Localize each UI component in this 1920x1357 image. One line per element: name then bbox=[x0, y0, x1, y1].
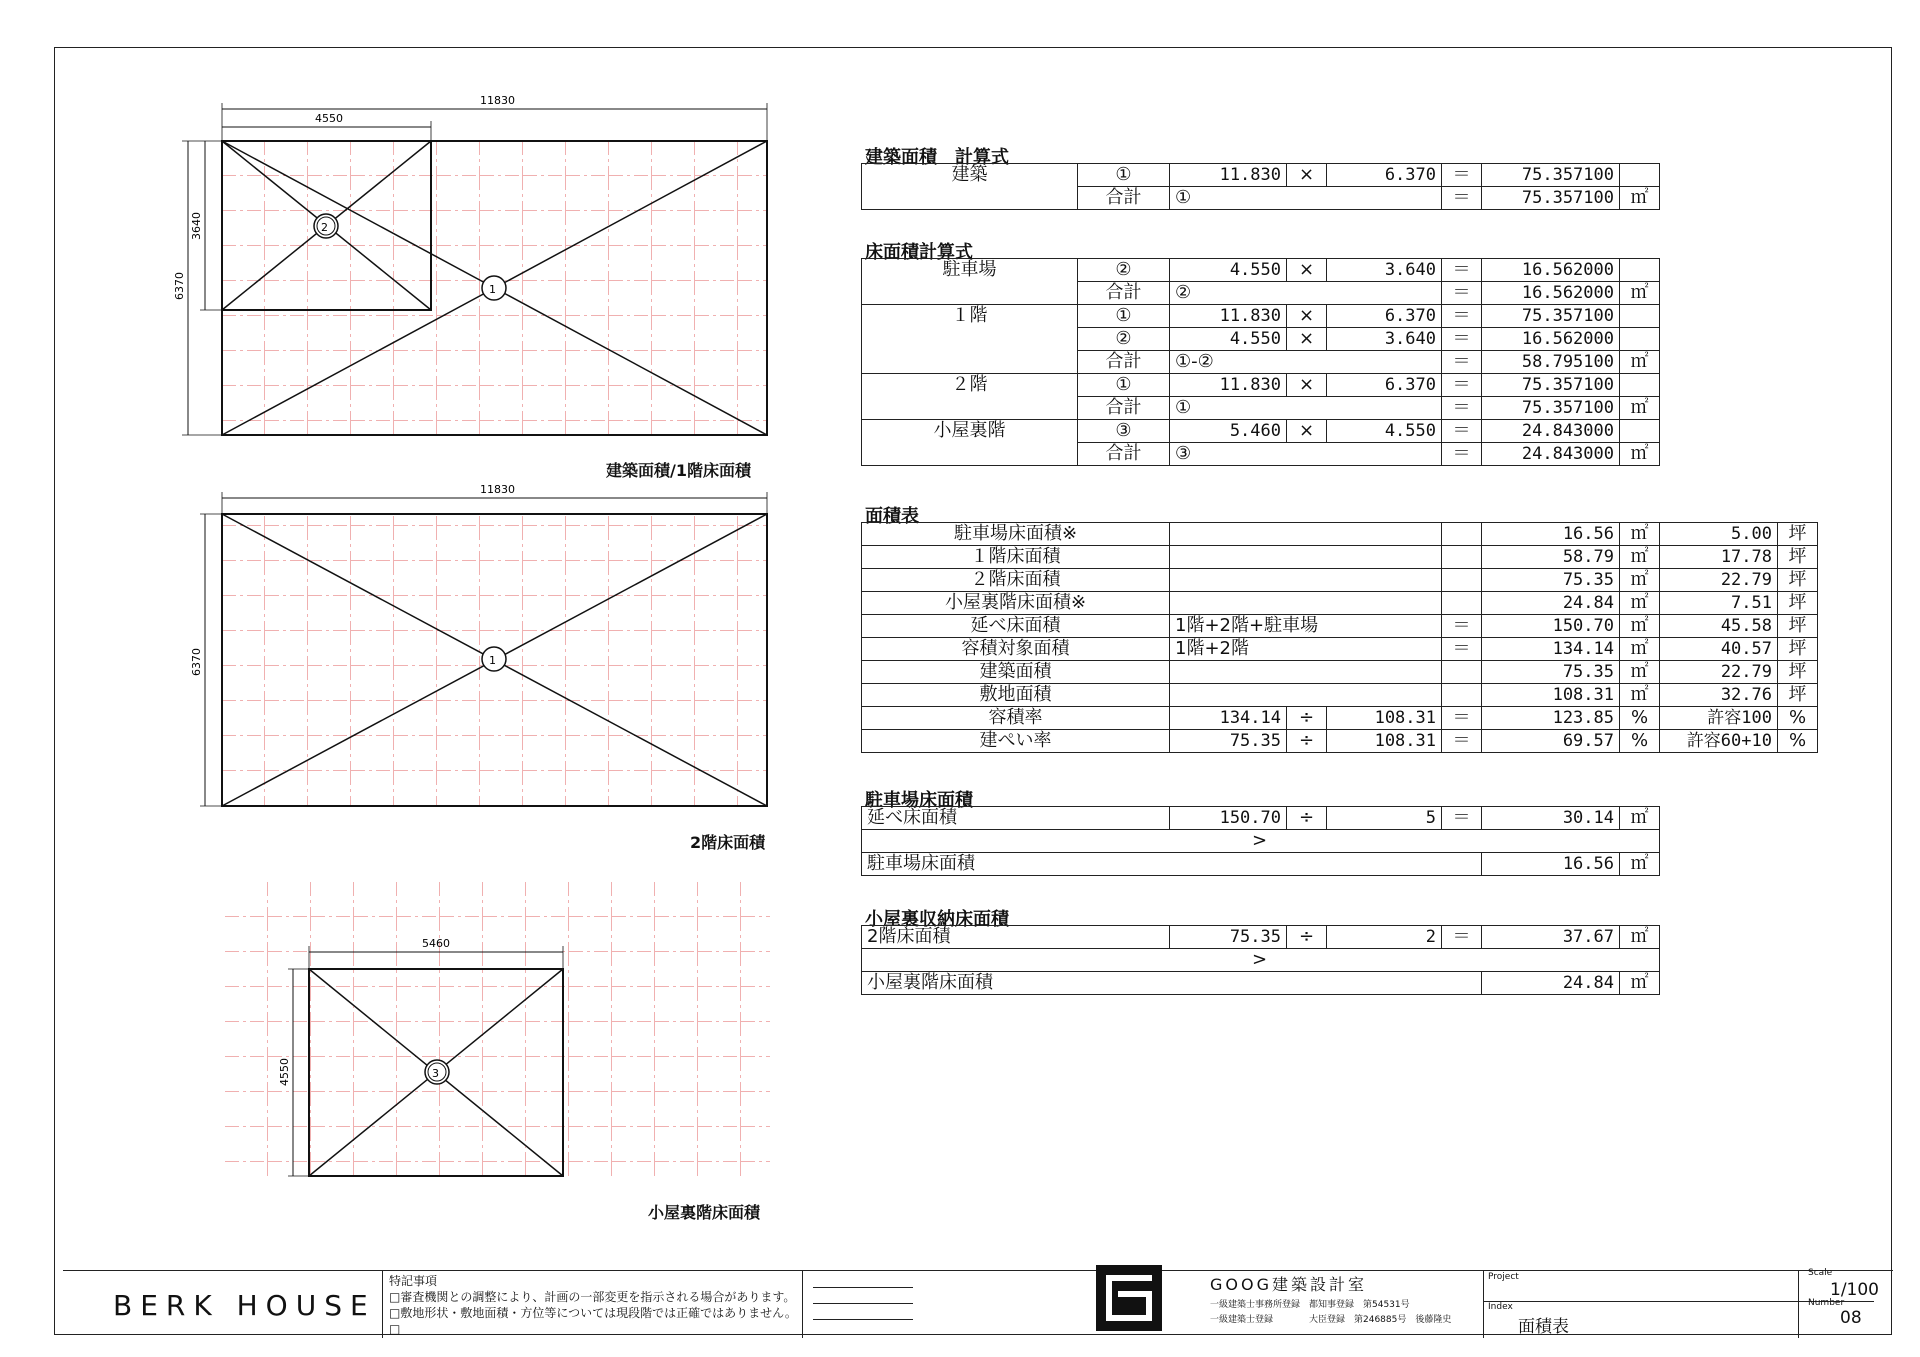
cell: ＝ bbox=[1442, 328, 1482, 351]
plan-2 bbox=[200, 492, 767, 806]
row-label: 建ぺい率 bbox=[862, 730, 1170, 753]
row-label: 容積対象面積 bbox=[862, 638, 1170, 661]
dim-total-width: 11830 bbox=[480, 483, 515, 496]
index-value: 面積表 bbox=[1518, 1317, 1569, 1337]
cell: ＝ bbox=[1442, 164, 1482, 187]
cell: 75.357100 bbox=[1482, 164, 1620, 187]
cell: 150.70 bbox=[1482, 615, 1620, 638]
cell: 75.357100 bbox=[1482, 305, 1620, 328]
floor-area-title: 床面積計算式 bbox=[865, 242, 973, 263]
cell: ÷ bbox=[1287, 707, 1327, 730]
dim-total-height: 6370 bbox=[173, 272, 186, 300]
cell: ㎡ bbox=[1620, 351, 1660, 374]
table-row bbox=[862, 164, 1660, 187]
cell: 坪 bbox=[1778, 592, 1818, 615]
cell: ÷ bbox=[1287, 730, 1327, 753]
plan-1 bbox=[182, 103, 767, 435]
cell: 16.562000 bbox=[1482, 328, 1620, 351]
cell bbox=[1620, 328, 1660, 351]
table-row bbox=[862, 259, 1660, 282]
cell: ① bbox=[1170, 187, 1442, 210]
cell: ㎡ bbox=[1620, 282, 1660, 305]
dim-sub-height: 3640 bbox=[190, 212, 203, 240]
note: □敷地形状・敷地面積・方位等については現段階では正確ではありません。 bbox=[389, 1306, 797, 1320]
cell bbox=[1620, 305, 1660, 328]
cell: 許容100 bbox=[1660, 707, 1778, 730]
cell: 坪 bbox=[1778, 546, 1818, 569]
cell: ㎡ bbox=[1620, 546, 1660, 569]
cell: ＝ bbox=[1442, 730, 1482, 753]
dim-height: 4550 bbox=[278, 1058, 291, 1086]
row-label: 延べ床面積 bbox=[862, 615, 1170, 638]
cell: 108.31 bbox=[1327, 730, 1442, 753]
cell: ㎡ bbox=[1620, 187, 1660, 210]
notes-title: 特記事項 bbox=[389, 1274, 438, 1288]
title-block bbox=[63, 1270, 1893, 1338]
cell: 24.843000 bbox=[1482, 420, 1620, 443]
marker-label: 2 bbox=[321, 221, 328, 234]
project-name: BERK HOUSE bbox=[113, 1289, 376, 1322]
cell: ㎡ bbox=[1620, 684, 1660, 707]
cell: 75.35 bbox=[1170, 926, 1287, 949]
cell bbox=[1442, 592, 1482, 615]
cell: 合計 bbox=[1078, 443, 1170, 466]
cell: 24.843000 bbox=[1482, 443, 1620, 466]
cell: 22.79 bbox=[1660, 661, 1778, 684]
cell: 坪 bbox=[1778, 523, 1818, 546]
table-row bbox=[862, 638, 1818, 661]
row-label: １階床面積 bbox=[862, 546, 1170, 569]
cell: 11.830 bbox=[1170, 374, 1287, 397]
cell: 24.84 bbox=[1482, 972, 1620, 995]
cell: ㎡ bbox=[1620, 592, 1660, 615]
table-row bbox=[862, 592, 1818, 615]
cell: ÷ bbox=[1287, 926, 1327, 949]
cell: ＝ bbox=[1442, 187, 1482, 210]
row-label: 駐車場 bbox=[862, 259, 1078, 305]
area-table-title: 面積表 bbox=[865, 506, 919, 527]
cell: 40.57 bbox=[1660, 638, 1778, 661]
table-row bbox=[862, 684, 1818, 707]
marker-label: 3 bbox=[432, 1067, 439, 1080]
cell: × bbox=[1287, 259, 1327, 282]
row-label: 駐車場床面積※ bbox=[862, 523, 1170, 546]
marker-label: 1 bbox=[489, 654, 496, 667]
number-label: Number bbox=[1808, 1298, 1845, 1308]
cell: ＝ bbox=[1442, 374, 1482, 397]
cell: × bbox=[1287, 164, 1327, 187]
cell: 3.640 bbox=[1327, 259, 1442, 282]
cell: ㎡ bbox=[1620, 615, 1660, 638]
cell: 1階+2階 bbox=[1170, 638, 1442, 661]
cell bbox=[1442, 569, 1482, 592]
cell: × bbox=[1287, 328, 1327, 351]
cell: ㎡ bbox=[1620, 397, 1660, 420]
cell: 24.84 bbox=[1482, 592, 1620, 615]
blank-cell bbox=[803, 1271, 1083, 1338]
table-row bbox=[862, 420, 1660, 443]
table-row bbox=[862, 730, 1818, 753]
cell: ② bbox=[1170, 282, 1442, 305]
cell: 16.56 bbox=[1482, 853, 1620, 876]
building-area-table bbox=[861, 163, 1660, 210]
dim-total-width: 11830 bbox=[480, 94, 515, 107]
cell: 11.830 bbox=[1170, 164, 1287, 187]
table-row bbox=[862, 546, 1818, 569]
cell: 4.550 bbox=[1170, 328, 1287, 351]
cell: 延べ床面積 bbox=[862, 807, 1170, 830]
cell: 134.14 bbox=[1482, 638, 1620, 661]
parking-table bbox=[861, 806, 1660, 876]
cell: 11.830 bbox=[1170, 305, 1287, 328]
firm-registration bbox=[1210, 1298, 1451, 1328]
area-summary-table bbox=[861, 522, 1818, 753]
cell: % bbox=[1620, 707, 1660, 730]
cell: 75.357100 bbox=[1482, 187, 1620, 210]
cell: ＝ bbox=[1442, 259, 1482, 282]
cell bbox=[1620, 164, 1660, 187]
firm-name: GOOG建築設計室 bbox=[1210, 1275, 1367, 1294]
cell: × bbox=[1287, 374, 1327, 397]
cell: 5.460 bbox=[1170, 420, 1287, 443]
cell: 坪 bbox=[1778, 684, 1818, 707]
table-row bbox=[862, 615, 1818, 638]
cell: × bbox=[1287, 420, 1327, 443]
cell: ㎡ bbox=[1620, 926, 1660, 949]
number-value: 08 bbox=[1840, 1308, 1862, 1328]
row-label: 小屋裏階 bbox=[862, 420, 1078, 466]
marker-label: 1 bbox=[489, 283, 496, 296]
cell: 69.57 bbox=[1482, 730, 1620, 753]
cell: 坪 bbox=[1778, 661, 1818, 684]
cell: ＝ bbox=[1442, 282, 1482, 305]
cell: ③ bbox=[1078, 420, 1170, 443]
cell: 75.35 bbox=[1170, 730, 1287, 753]
cell: % bbox=[1778, 730, 1818, 753]
attic-title: 小屋裏収納床面積 bbox=[865, 909, 1009, 930]
attic-table bbox=[861, 925, 1660, 995]
cell bbox=[1170, 684, 1442, 707]
cell: ① bbox=[1078, 374, 1170, 397]
firm-logo bbox=[1096, 1265, 1162, 1331]
cell: ＝ bbox=[1442, 397, 1482, 420]
cell: % bbox=[1778, 707, 1818, 730]
cell bbox=[1442, 546, 1482, 569]
cell: ＝ bbox=[1442, 420, 1482, 443]
cell: 合計 bbox=[1078, 187, 1170, 210]
building-area-title: 建築面積 計算式 bbox=[865, 147, 1009, 168]
cell: 坪 bbox=[1778, 569, 1818, 592]
cell: 1階+2階+駐車場 bbox=[1170, 615, 1442, 638]
cell: 32.76 bbox=[1660, 684, 1778, 707]
dim-total-height: 6370 bbox=[190, 648, 203, 676]
cell: 17.78 bbox=[1660, 546, 1778, 569]
row-label: 敷地面積 bbox=[862, 684, 1170, 707]
index-label: Index bbox=[1488, 1302, 1513, 1312]
cell: ③ bbox=[1170, 443, 1442, 466]
cell: 58.795100 bbox=[1482, 351, 1620, 374]
plan-caption: 小屋裏階床面積 bbox=[648, 1203, 761, 1222]
cell bbox=[1170, 546, 1442, 569]
cell: 4.550 bbox=[1170, 259, 1287, 282]
project-label: Project bbox=[1488, 1272, 1519, 1282]
cell: 合計 bbox=[1078, 351, 1170, 374]
cell: ÷ bbox=[1287, 807, 1327, 830]
cell: 4.550 bbox=[1327, 420, 1442, 443]
cell: 45.58 bbox=[1660, 615, 1778, 638]
cell: ㎡ bbox=[1620, 569, 1660, 592]
cell: × bbox=[1287, 305, 1327, 328]
cell bbox=[1620, 374, 1660, 397]
table-row bbox=[862, 305, 1660, 328]
notes-cell bbox=[383, 1271, 803, 1338]
cell bbox=[1442, 684, 1482, 707]
row-label: １階 bbox=[862, 305, 1078, 374]
cell: 75.35 bbox=[1482, 569, 1620, 592]
cell: 16.562000 bbox=[1482, 282, 1620, 305]
cell: ㎡ bbox=[1620, 638, 1660, 661]
row-label: ２階 bbox=[862, 374, 1078, 420]
cell: ① bbox=[1170, 397, 1442, 420]
cell: 坪 bbox=[1778, 615, 1818, 638]
cell: ㎡ bbox=[1620, 661, 1660, 684]
cell: 75.357100 bbox=[1482, 374, 1620, 397]
table-row bbox=[862, 523, 1818, 546]
note: □ bbox=[389, 1322, 401, 1336]
cell bbox=[1170, 592, 1442, 615]
cell: 134.14 bbox=[1170, 707, 1287, 730]
cell: 37.67 bbox=[1482, 926, 1620, 949]
cell bbox=[1620, 259, 1660, 282]
cell: ＝ bbox=[1442, 807, 1482, 830]
cell: ① bbox=[1078, 164, 1170, 187]
cell: 123.85 bbox=[1482, 707, 1620, 730]
cell bbox=[1620, 420, 1660, 443]
table-row bbox=[862, 707, 1818, 730]
cell: 許容60+10 bbox=[1660, 730, 1778, 753]
cell: 合計 bbox=[1078, 282, 1170, 305]
cell: ② bbox=[1078, 328, 1170, 351]
dim-sub-width: 4550 bbox=[315, 112, 343, 125]
firm-reg-line: 一級建築士事務所登録 都知事登録 第54531号 bbox=[1210, 1300, 1410, 1310]
cell: 7.51 bbox=[1660, 592, 1778, 615]
table-row bbox=[862, 661, 1818, 684]
cell: 3.640 bbox=[1327, 328, 1442, 351]
cell: ＝ bbox=[1442, 638, 1482, 661]
cell: 58.79 bbox=[1482, 546, 1620, 569]
cell bbox=[1442, 523, 1482, 546]
cell: ㎡ bbox=[1620, 523, 1660, 546]
cell: 5.00 bbox=[1660, 523, 1778, 546]
cell: 108.31 bbox=[1482, 684, 1620, 707]
floor-area-table bbox=[861, 258, 1660, 466]
cell: ＝ bbox=[1442, 707, 1482, 730]
plan-caption: 2階床面積 bbox=[690, 833, 766, 852]
project-cell bbox=[63, 1271, 383, 1338]
cell: ㎡ bbox=[1620, 853, 1660, 876]
cell: 2 bbox=[1327, 926, 1442, 949]
note: □審査機関との調整により、計画の一部変更を指示される場合があります。 bbox=[389, 1290, 796, 1304]
plan-caption: 建築面積/1階床面積 bbox=[606, 461, 751, 480]
cell: ① bbox=[1078, 305, 1170, 328]
cell: 108.31 bbox=[1327, 707, 1442, 730]
plan-3 bbox=[225, 882, 770, 1176]
parking-title: 駐車場床面積 bbox=[865, 790, 973, 811]
row-label: 建築 bbox=[862, 164, 1078, 210]
cell: 2階床面積 bbox=[862, 926, 1170, 949]
cell: ＝ bbox=[1442, 443, 1482, 466]
notes bbox=[389, 1273, 797, 1337]
cell: 合計 bbox=[1078, 397, 1170, 420]
cell: ㎡ bbox=[1620, 972, 1660, 995]
table-row bbox=[862, 569, 1818, 592]
row-label: 小屋裏階床面積※ bbox=[862, 592, 1170, 615]
scale-value: 1/100 bbox=[1830, 1280, 1879, 1300]
cell: 22.79 bbox=[1660, 569, 1778, 592]
cell: 坪 bbox=[1778, 638, 1818, 661]
cell: 16.56 bbox=[1482, 523, 1620, 546]
cell: 6.370 bbox=[1327, 164, 1442, 187]
cell: ㎡ bbox=[1620, 807, 1660, 830]
cell: ＝ bbox=[1442, 615, 1482, 638]
firm-reg-line: 一級建築士登録 大臣登録 第246885号 後藤隆史 bbox=[1210, 1315, 1452, 1325]
cell bbox=[1170, 661, 1442, 684]
cell: 150.70 bbox=[1170, 807, 1287, 830]
cell: 5 bbox=[1327, 807, 1442, 830]
cell: ＝ bbox=[1442, 305, 1482, 328]
cell bbox=[1170, 569, 1442, 592]
row-label: 容積率 bbox=[862, 707, 1170, 730]
cell: 16.562000 bbox=[1482, 259, 1620, 282]
cell bbox=[1170, 523, 1442, 546]
dim-width: 5460 bbox=[422, 937, 450, 950]
scale-label: Scale bbox=[1808, 1268, 1833, 1278]
cell: 6.370 bbox=[1327, 374, 1442, 397]
cell: % bbox=[1620, 730, 1660, 753]
cell: 75.35 bbox=[1482, 661, 1620, 684]
cell bbox=[1442, 661, 1482, 684]
cell: 30.14 bbox=[1482, 807, 1620, 830]
cell: 駐車場床面積 bbox=[862, 853, 1482, 876]
table-row bbox=[862, 374, 1660, 397]
cell: 75.357100 bbox=[1482, 397, 1620, 420]
cell: ＝ bbox=[1442, 351, 1482, 374]
cell: ② bbox=[1078, 259, 1170, 282]
cell: 6.370 bbox=[1327, 305, 1442, 328]
cell: ㎡ bbox=[1620, 443, 1660, 466]
compare-sign: > bbox=[862, 830, 1660, 853]
row-label: ２階床面積 bbox=[862, 569, 1170, 592]
cell: ①-② bbox=[1170, 351, 1442, 374]
compare-sign: > bbox=[862, 949, 1660, 972]
row-label: 建築面積 bbox=[862, 661, 1170, 684]
cell: ＝ bbox=[1442, 926, 1482, 949]
cell: 小屋裏階床面積 bbox=[862, 972, 1482, 995]
